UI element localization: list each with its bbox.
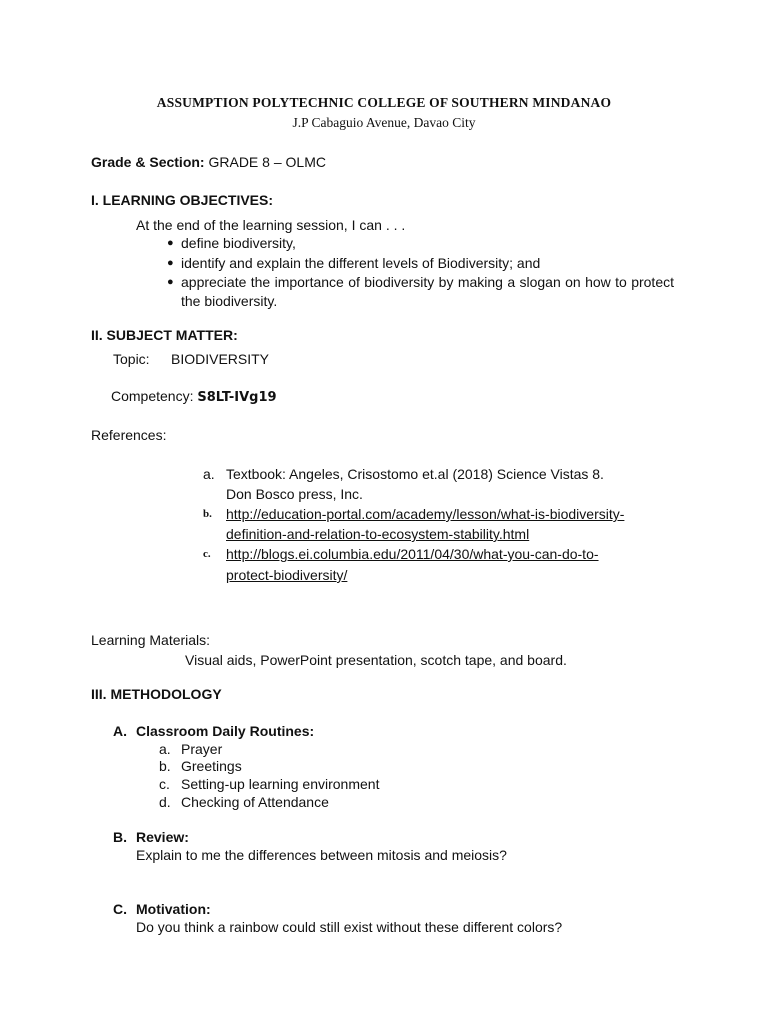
competency-code: S8LT-IVg19 <box>197 390 277 405</box>
topic-value: BIODIVERSITY <box>171 351 270 367</box>
routine-item: Setting-up learning environment <box>181 776 380 792</box>
objective-item: define biodiversity, <box>181 235 296 251</box>
methodology-heading: III. METHODOLOGY <box>91 686 222 702</box>
objectives-heading: I. LEARNING OBJECTIVES: <box>91 192 274 208</box>
materials-label: Learning Materials: <box>91 632 211 648</box>
subject-matter-heading: II. SUBJECT MATTER: <box>91 327 238 343</box>
reference-marker: a. <box>203 466 215 482</box>
objective-item: identify and explain the different levels of Biodiversity; and <box>181 255 541 271</box>
competency-line <box>111 387 277 407</box>
routines-marker: A. <box>113 723 127 739</box>
reference-link-b-cont[interactable]: definition-and-relation-to-ecosystem-stability.html <box>226 526 530 542</box>
reference-link-b[interactable]: http://education-portal.com/academy/lesson/what-is-biodiversity- <box>226 506 625 522</box>
topic-label-text: Topic: <box>113 351 150 367</box>
reference-link-c[interactable]: http://blogs.ei.columbia.edu/2011/04/30/what-you-can-do-to- <box>226 546 599 562</box>
routines-title: Classroom Daily Routines: <box>136 723 315 739</box>
bullet-icon: ● <box>167 276 174 288</box>
grade-section-line <box>91 153 326 171</box>
motivation-question: Do you think a rainbow could still exist without these different colors? <box>136 919 563 935</box>
routine-marker: c. <box>159 776 170 792</box>
routine-marker: d. <box>159 794 171 810</box>
reference-textbook-line1: Textbook: Angeles, Crisostomo et.al (2018) Science Vistas 8. <box>226 466 604 482</box>
routine-marker: b. <box>159 758 171 774</box>
routine-item: Prayer <box>181 741 223 757</box>
grade-section-value: GRADE 8 – OLMC <box>208 154 326 170</box>
reference-textbook-line2: Don Bosco press, Inc. <box>226 486 363 502</box>
bullet-icon: ● <box>167 257 174 269</box>
reference-link-b-line1[interactable] <box>226 505 624 523</box>
reference-marker: b. <box>203 508 212 520</box>
motivation-marker: C. <box>113 901 127 917</box>
routine-item: Greetings <box>181 758 242 774</box>
materials-value: Visual aids, PowerPoint presentation, scotch tape, and board. <box>185 652 567 668</box>
grade-section-label: Grade & Section: <box>91 154 205 170</box>
institution-name: ASSUMPTION POLYTECHNIC COLLEGE OF SOUTHERN MINDANAO <box>156 95 612 110</box>
routine-marker: a. <box>159 741 171 757</box>
references-label: References: <box>91 427 167 443</box>
objectives-intro: At the end of the learning session, I can . . . <box>136 217 406 233</box>
routine-item: Checking of Attendance <box>181 794 329 810</box>
review-question: Explain to me the differences between mitosis and meiosis? <box>136 847 507 863</box>
reference-marker: c. <box>203 548 211 560</box>
competency-label: Competency: <box>111 388 194 404</box>
review-title: Review: <box>136 829 189 845</box>
reference-link-c-line1[interactable] <box>226 545 599 563</box>
reference-link-c-line2[interactable] <box>226 566 347 584</box>
institution-address: J.P Cabaguio Avenue, Davao City <box>292 115 476 130</box>
reference-link-c-cont[interactable]: protect-biodiversity/ <box>226 567 348 583</box>
topic-label <box>113 350 150 368</box>
review-marker: B. <box>113 829 127 845</box>
reference-link-b-line2[interactable] <box>226 525 529 543</box>
objective-item: appreciate the importance of biodiversity by making a slogan on how to protect the biodiversity. <box>181 274 674 309</box>
motivation-title: Motivation: <box>136 901 211 917</box>
bullet-icon: ● <box>167 237 174 249</box>
